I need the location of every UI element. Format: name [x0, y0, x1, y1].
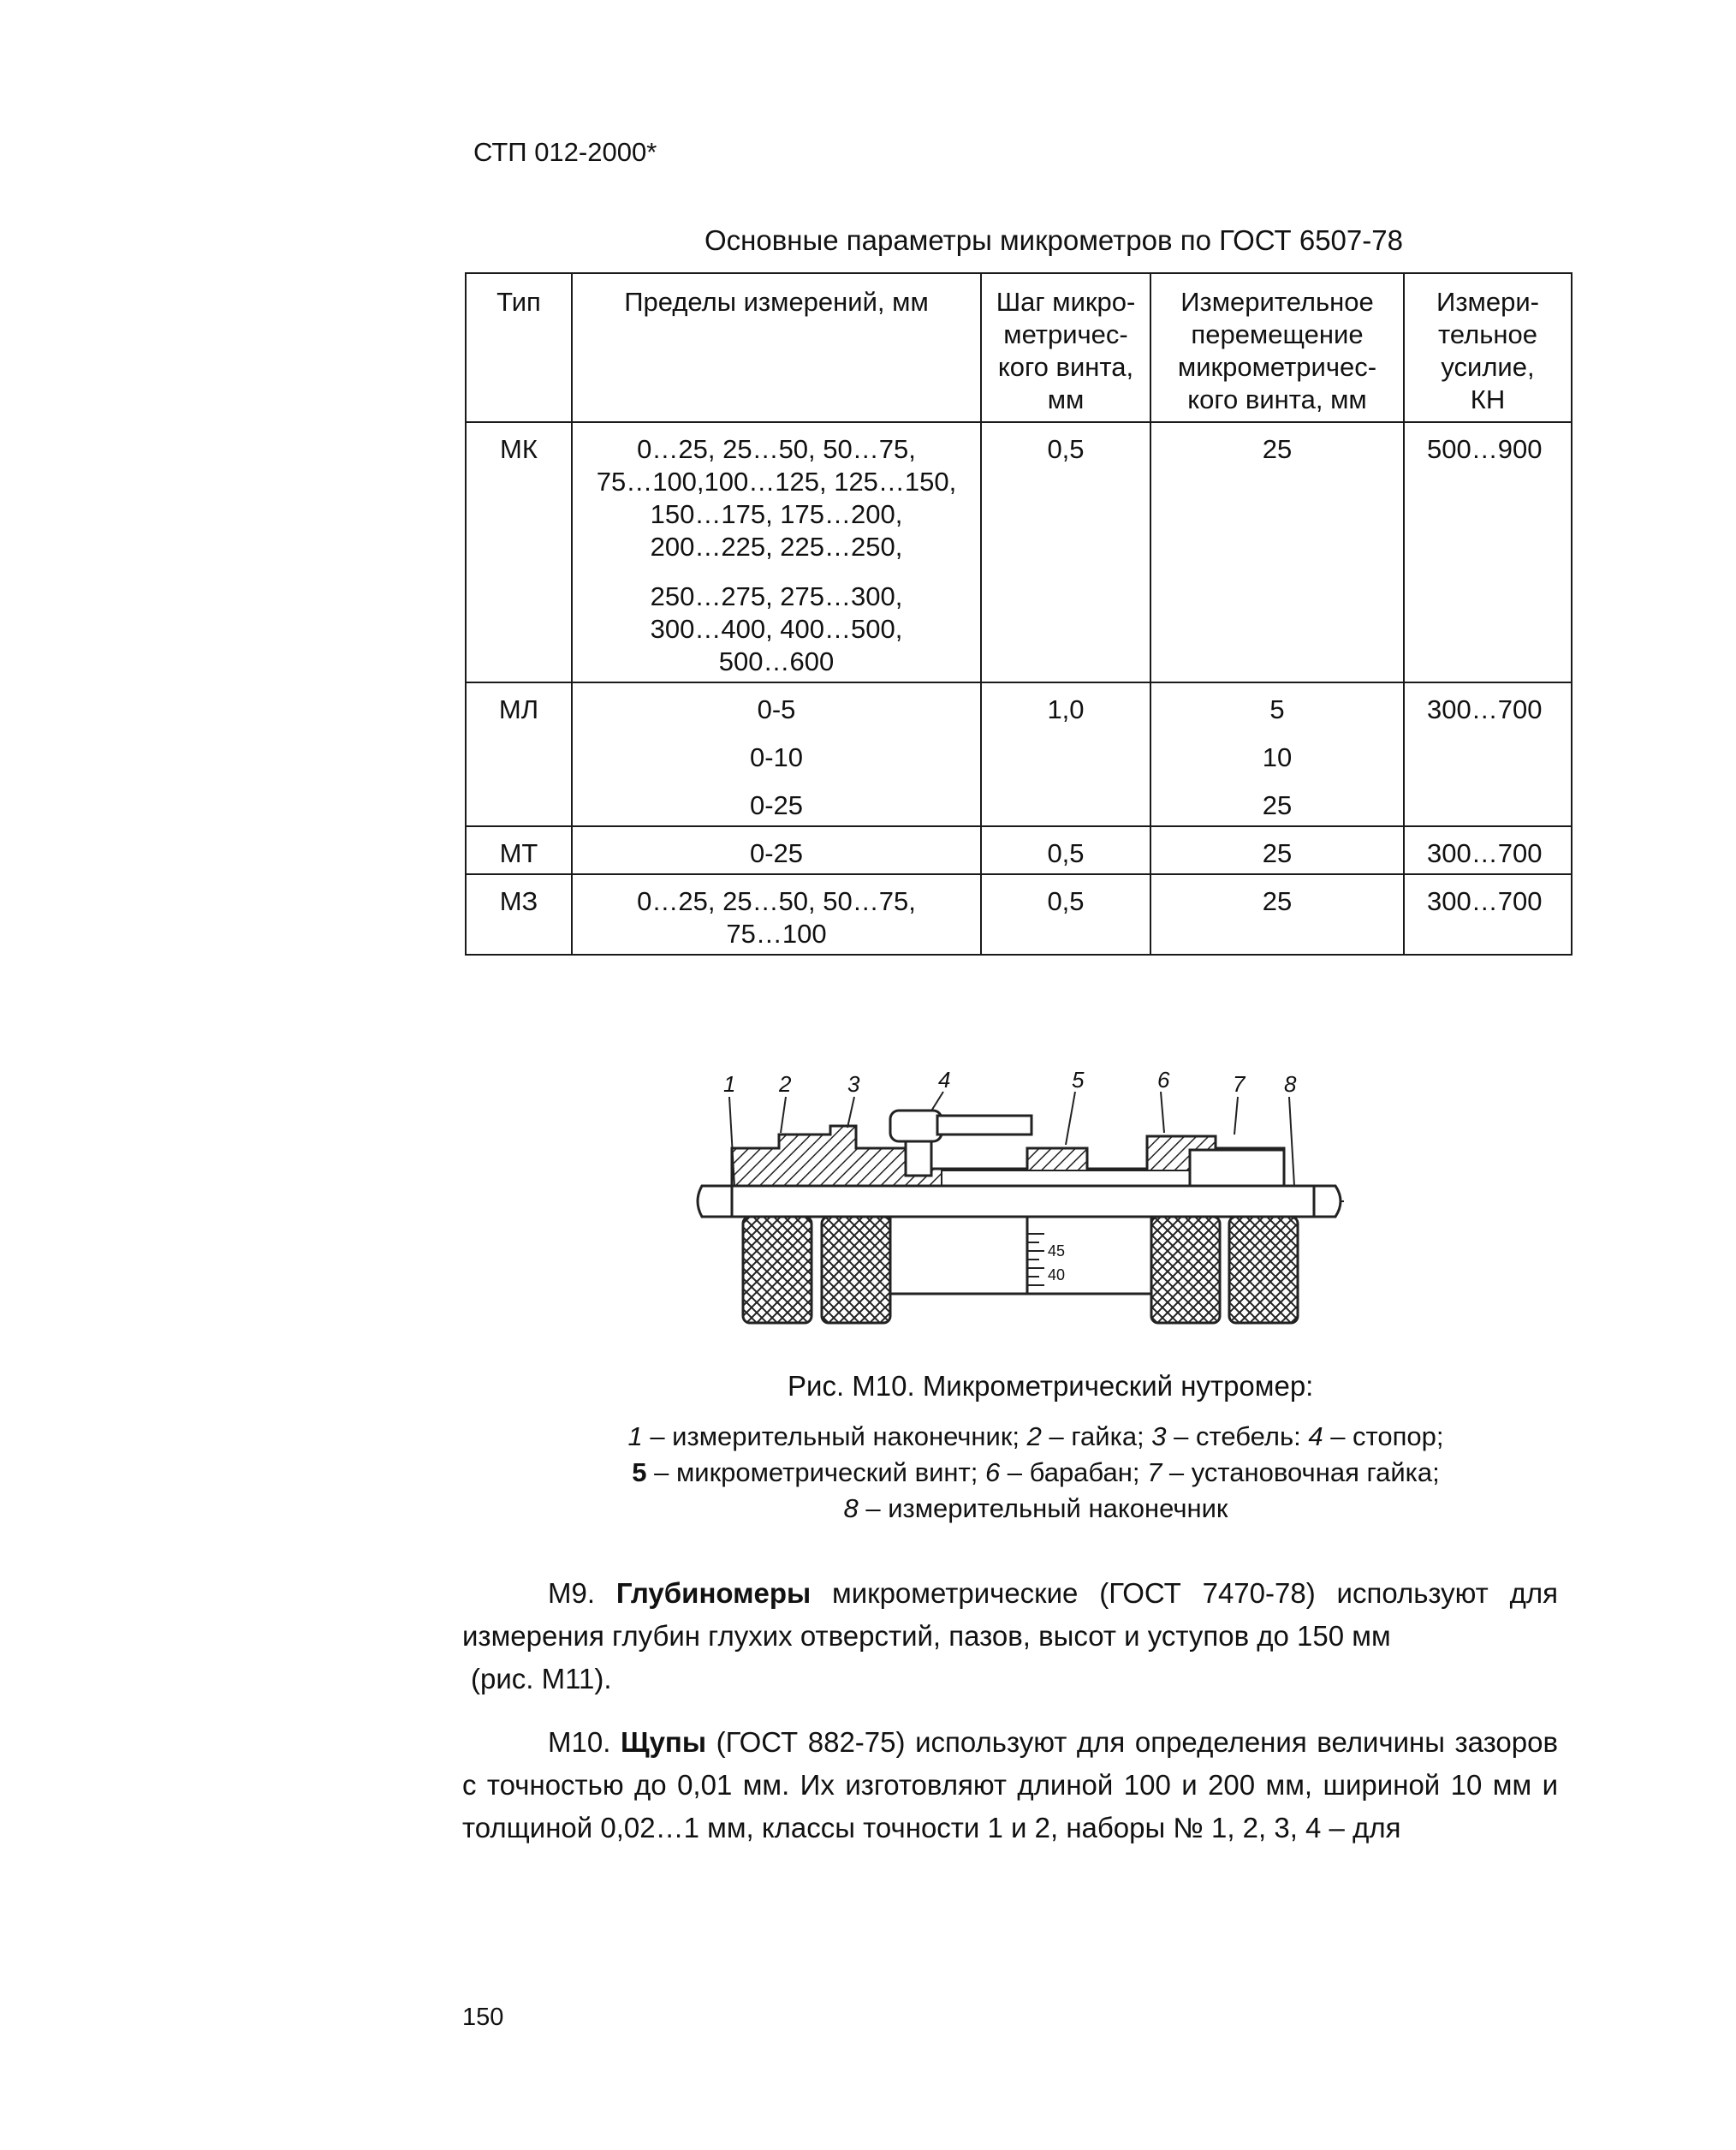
header-pitch: Шаг микро- метричес- кого винта, мм: [981, 273, 1150, 422]
legend-num: 2: [1026, 1421, 1042, 1451]
callout-5: 5: [1072, 1067, 1085, 1093]
callout-7: 7: [1233, 1071, 1246, 1097]
header-type: Тип: [466, 273, 572, 422]
legend-num: 8: [843, 1493, 859, 1523]
cell-force: 500…900: [1404, 422, 1572, 682]
legend-line: [548, 1491, 1524, 1527]
table-row: [466, 682, 1572, 826]
table-row: [466, 826, 1572, 874]
legend-text: – установочная гайка;: [1162, 1457, 1440, 1487]
cell-travel: 25: [1150, 422, 1404, 682]
cell-travel: 5 10 25: [1150, 682, 1404, 826]
table-caption: Основные параметры микрометров по ГОСТ 6507-78: [705, 224, 1403, 256]
term-feeler-gauges: Щупы: [620, 1726, 707, 1758]
legend-text: – гайка;: [1041, 1421, 1152, 1451]
legend-num: 6: [984, 1457, 1001, 1487]
callout-4: 4: [938, 1067, 951, 1093]
paragraph-m10-text: М10. Щупы (ГОСТ 882-75) используют для определения величины зазоров с точностью до 0,01 мм. Их изготовляют длиной 100 и 200 мм, шириной 10 мм и толщиной 0,02…1 мм, классы точности 1 и 2, наборы № 1, 2, 3, 4 – для: [462, 1726, 1558, 1843]
cell-type: МТ: [466, 826, 572, 874]
paragraph-m9-text: М9. Глубиномеры микрометрические (ГОСТ 7470-78) используют для измерения глубин глухих отверстий, пазов, высот и уступов до 150 мм: [462, 1577, 1558, 1652]
cell-force: 300…700: [1404, 826, 1572, 874]
legend-text: – измерительный наконечник;: [642, 1421, 1027, 1451]
page-number: 150: [462, 2004, 504, 2031]
legend-num: 4: [1308, 1421, 1323, 1451]
legend-text: – барабан;: [1000, 1457, 1148, 1487]
callout-6: 6: [1157, 1067, 1170, 1093]
legend-text: – стопор;: [1323, 1421, 1444, 1451]
legend-num: 5: [632, 1457, 647, 1487]
cell-range: 0…25, 25…50, 50…75, 75…100: [572, 874, 981, 955]
callout-2: 2: [779, 1071, 792, 1097]
cell-travel: 25: [1150, 826, 1404, 874]
legend-num: 1: [627, 1421, 643, 1451]
cell-pitch: 1,0: [981, 682, 1150, 826]
table-row: [466, 874, 1572, 955]
table-row: [466, 422, 1572, 682]
document-code: СТП 012-2000*: [473, 137, 657, 167]
table-header-row: [466, 273, 1572, 422]
cell-pitch: 0,5: [981, 826, 1150, 874]
paragraph-m9: [462, 1572, 1558, 1700]
paragraph-m10: [462, 1721, 1558, 1849]
cell-type: МЗ: [466, 874, 572, 955]
header-travel: Измерительное перемещение микрометричес- кого винта, мм: [1150, 273, 1404, 422]
cell-pitch: 0,5: [981, 422, 1150, 682]
cell-force: 300…700: [1404, 682, 1572, 826]
cell-pitch: 0,5: [981, 874, 1150, 955]
cell-range: 0-25: [572, 826, 981, 874]
callout-8: 8: [1284, 1071, 1297, 1097]
header-range: Пределы измерений, мм: [572, 273, 981, 422]
legend-num: 7: [1147, 1457, 1162, 1487]
scale-mark-40: 40: [1048, 1266, 1066, 1283]
callout-1: 1: [723, 1071, 736, 1097]
micrometer-parameters-table: [465, 272, 1573, 956]
micrometer-inside-gauge-figure: [685, 1066, 1361, 1349]
legend-text: – микрометрический винт;: [646, 1457, 985, 1487]
legend-text: – измерительный наконечник: [858, 1493, 1228, 1523]
micrometer-drawing: [685, 1066, 1361, 1349]
cell-type: МК: [466, 422, 572, 682]
figure-caption: Рис. М10. Микрометрический нутромер:: [788, 1370, 1314, 1402]
legend-line: [548, 1419, 1524, 1455]
scale-mark-45: 45: [1048, 1242, 1066, 1260]
term-depth-gauges: Глубиномеры: [615, 1577, 812, 1609]
cell-force: 300…700: [1404, 874, 1572, 955]
cell-range: 0-5 0-10 0-25: [572, 682, 981, 826]
paragraph-m9-figure-ref: (рис. М11).: [471, 1663, 612, 1694]
cell-type: МЛ: [466, 682, 572, 826]
cell-travel: 25: [1150, 874, 1404, 955]
figure-legend: [548, 1419, 1524, 1527]
legend-text: – стебель:: [1166, 1421, 1309, 1451]
callout-3: 3: [847, 1071, 860, 1097]
legend-line: [548, 1455, 1524, 1491]
cell-range: 0…25, 25…50, 50…75, 75…100,100…125, 125…150, 150…175, 175…200, 200…225, 225…250, 250…275, 275…300, 300…400, 400…500, 500…600: [572, 422, 981, 682]
header-force: Измери- тельное усилие, КН: [1404, 273, 1572, 422]
legend-num: 3: [1151, 1421, 1167, 1451]
